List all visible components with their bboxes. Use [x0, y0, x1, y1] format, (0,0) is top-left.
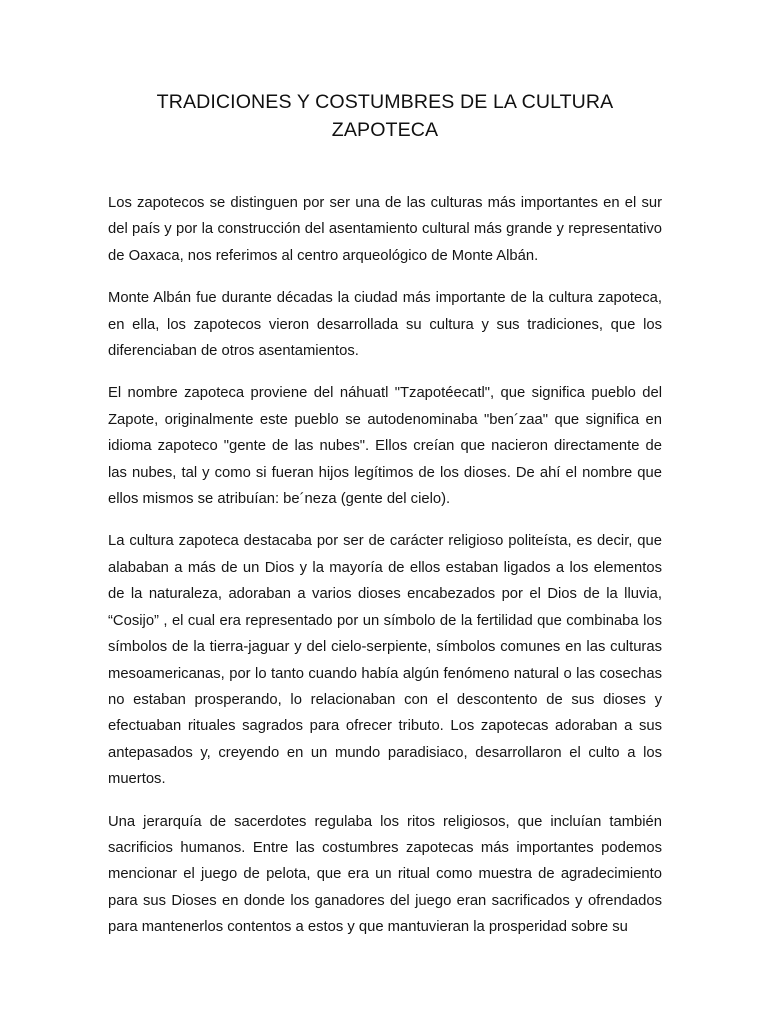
paragraph-3: El nombre zapoteca proviene del náhuatl "Tzapotéecatl", que significa pueblo del Zapote, originalmente este pueblo se autodenominaba "ben´zaa" que significa en idioma zapoteco "gente de las nubes". Ellos creían que nacieron directamente de las nubes, tal y como si fueran hijos legítimos de los dioses. De ahí el nombre que ellos mismos se atribuían: be´neza (gente del cielo).	[108, 385, 662, 508]
paragraph-5: Una jerarquía de sacerdotes regulaba los ritos religiosos, que incluían también sacrificios humanos. Entre las costumbres zapotecas más importantes podemos mencionar el juego de pelota, que era un ritual como muestra de agradecimiento para sus Dioses en donde los ganadores del juego eran sacrificados y ofrendados para mantenerlos contentos a estos y que mantuvieran la prosperidad sobre su	[108, 813, 662, 936]
paragraph-1: Los zapotecos se distinguen por ser una de las culturas más importantes en el sur del país y por la construcción del asentamiento cultural más grande y representativo de Oaxaca, nos referimos al centro arqueológico de Monte Albán.	[108, 195, 662, 264]
document-title	[108, 88, 662, 144]
document-body	[108, 190, 662, 941]
paragraph-2: Monte Albán fue durante décadas la ciudad más importante de la cultura zapoteca, en ella, los zapotecos vieron desarrollada su cultura y sus tradiciones, que los diferenciaban de otros asentamientos.	[108, 290, 662, 360]
title-line-2: ZAPOTECA	[331, 119, 439, 141]
title-line-1: TRADICIONES Y COSTUMBRES DE LA CULTURA	[156, 91, 614, 113]
paragraph-4: La cultura zapoteca destacaba por ser de carácter religioso politeísta, es decir, que alababan a más de un Dios y la mayoría de ellos estaban ligados a los elementos de la naturaleza, adoraban a varios dioses encabezados por el Dios de la lluvia, “Cosijo” , el cual era representado por un símbolo de la fertilidad que combinaba los símbolos de la tierra-jaguar y del cielo-serpiente, símbolos comunes en las culturas mesoamericanas, por lo tanto cuando había algún fenómeno natural o las cosechas no estaban prosperando, lo relacionaban con el descontento de sus dioses y efectuaban rituales sagrados para ofrecer tributo. Los zapotecas adoraban a sus antepasados y, creyendo en un mundo paradisiaco, desarrollaron el culto a los muertos.	[108, 533, 662, 788]
